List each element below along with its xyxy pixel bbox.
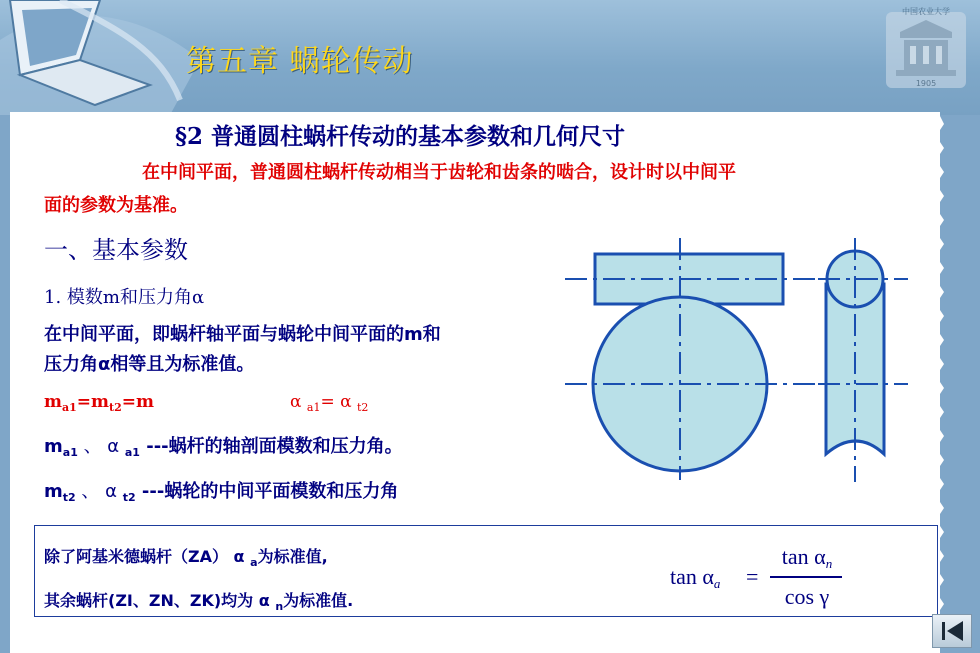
fraction-bar xyxy=(770,576,842,578)
header-band xyxy=(0,0,980,115)
note-line-1: 除了阿基米德蜗杆（ZA） α $_a$为标准值, xyxy=(44,547,328,569)
nav-back-button[interactable] xyxy=(932,614,972,648)
intro-line-1: 在中间平面，普通圆柱蜗杆传动相当于齿轮和齿条的啮合，设计时以中间平 xyxy=(142,162,736,183)
formula-numerator: tan αn xyxy=(781,544,833,571)
section-title: §2 普通圆柱蜗杆传动的基本参数和几何尺寸 xyxy=(175,123,626,150)
worm-gear-diagram xyxy=(560,232,910,484)
paragraph-line-1: 在中间平面，即蜗杆轴平面与蜗轮中间平面的m和 xyxy=(44,324,441,345)
equation-module: $m_{a1}=m_{t2}=m$ xyxy=(44,392,154,414)
formula-equals: = xyxy=(746,564,759,589)
svg-text:1905: 1905 xyxy=(915,79,937,88)
equation-pressure-angle: α $_{a1}$= α $_{t2}$ xyxy=(290,392,369,414)
chapter-title: 第五章 蜗轮传动 xyxy=(186,44,414,79)
tan-relation-formula xyxy=(670,540,850,615)
seal-text: 中国农业大学 xyxy=(902,7,950,16)
definition-wormwheel: $m_{t2}$ 、 α $_{t2}$ ---蜗轮的中间平面模数和压力角 xyxy=(44,481,399,504)
paragraph-line-2: 压力角α相等且为标准值。 xyxy=(44,354,255,375)
definition-worm: $m_{a1}$ 、 α $_{a1}$ ---蜗杆的轴剖面模数和压力角。 xyxy=(44,436,403,459)
formula-lhs: tan αa xyxy=(670,564,721,591)
intro-line-2: 面的参数为基准。 xyxy=(44,195,188,216)
note-line-2: 其余蜗杆(ZI、ZN、ZK)均为 α $_n$为标准值. xyxy=(44,591,354,613)
formula-denominator: cos γ xyxy=(784,584,830,609)
back-to-start-icon xyxy=(933,615,971,647)
heading-basic-parameters: 一、基本参数 xyxy=(44,236,188,264)
item-module-pressure-angle: 1. 模数m和压力角α xyxy=(44,287,205,308)
